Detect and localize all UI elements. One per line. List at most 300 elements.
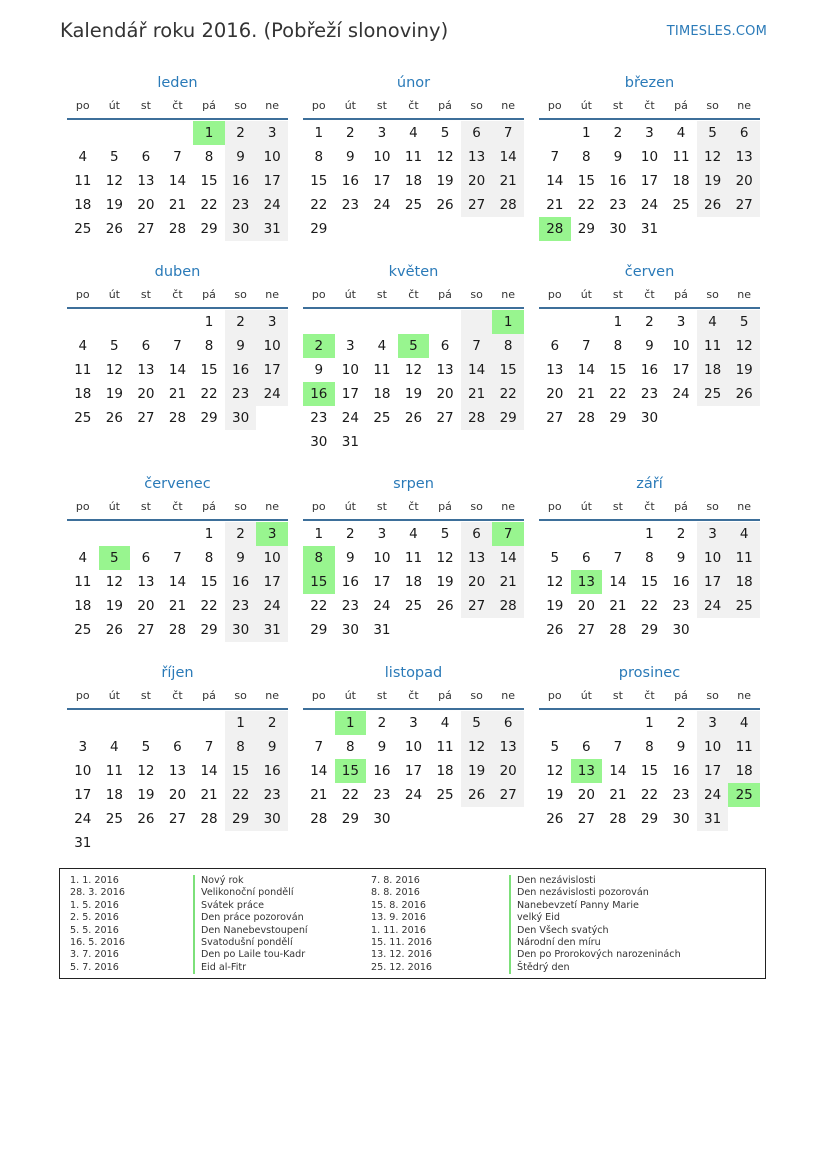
day-cell[interactable]: 23 (310, 410, 328, 426)
day-cell[interactable]: 24 (697, 594, 729, 618)
day-cell[interactable]: 18 (404, 173, 423, 189)
day-cell[interactable]: 2 (346, 526, 355, 542)
day-cell[interactable]: 21 (492, 570, 524, 594)
day-cell[interactable]: 31 (373, 622, 391, 638)
day-cell[interactable]: 2 (346, 125, 355, 141)
day-cell[interactable]: 23 (672, 787, 690, 803)
day-cell[interactable]: 9 (346, 550, 355, 566)
day-cell[interactable]: 20 (728, 169, 760, 193)
day-cell[interactable]: 21 (492, 169, 524, 193)
day-cell[interactable]: 5 (440, 526, 450, 542)
day-cell[interactable]: 19 (105, 386, 123, 402)
day-cell[interactable]: 26 (697, 193, 729, 217)
day-cell[interactable]: 25 (728, 594, 760, 618)
day-cell[interactable]: 2 (645, 314, 654, 330)
day-cell[interactable]: 25 (404, 598, 423, 614)
day-cell[interactable]: 31 (74, 835, 92, 851)
day-cell[interactable]: 17 (74, 787, 92, 803)
day-cell[interactable]: 22 (492, 382, 524, 406)
day-cell[interactable]: 18 (105, 787, 123, 803)
day-cell[interactable]: 6 (461, 121, 493, 145)
day-cell[interactable]: 20 (461, 570, 493, 594)
day-cell[interactable]: 11 (728, 735, 760, 759)
day-cell[interactable]: 23 (256, 783, 288, 807)
day-cell[interactable]: 25 (74, 221, 92, 237)
day-cell[interactable]: 21 (168, 386, 187, 402)
day-cell[interactable]: 20 (137, 197, 155, 213)
day-cell[interactable]: 29 (341, 811, 359, 827)
day-cell[interactable]: 1 (204, 314, 214, 330)
day-cell[interactable]: 25 (404, 197, 423, 213)
day-cell[interactable]: 22 (640, 787, 659, 803)
day-cell[interactable]: 11 (728, 546, 760, 570)
day-cell[interactable]: 16 (303, 382, 335, 406)
day-cell[interactable]: 16 (225, 358, 257, 382)
day-cell[interactable]: 11 (404, 149, 423, 165)
day-cell[interactable]: 26 (436, 197, 454, 213)
day-cell[interactable]: 2 (613, 125, 623, 141)
day-cell[interactable]: 16 (225, 169, 257, 193)
day-cell[interactable]: 14 (200, 763, 218, 779)
day-cell[interactable]: 13 (137, 173, 155, 189)
day-cell[interactable]: 8 (645, 739, 654, 755)
day-cell[interactable]: 25 (436, 787, 454, 803)
day-cell[interactable]: 22 (310, 598, 328, 614)
day-cell[interactable]: 14 (168, 362, 187, 378)
day-cell[interactable]: 6 (440, 338, 450, 354)
day-cell[interactable]: 11 (697, 334, 729, 358)
day-cell[interactable]: 4 (78, 550, 88, 566)
day-cell[interactable]: 13 (546, 362, 564, 378)
day-cell[interactable]: 17 (256, 570, 288, 594)
day-cell[interactable]: 26 (137, 811, 155, 827)
day-cell[interactable]: 28 (492, 193, 524, 217)
day-cell[interactable]: 12 (436, 550, 454, 566)
day-cell[interactable]: 12 (105, 173, 123, 189)
day-cell[interactable]: 31 (640, 221, 659, 237)
day-cell[interactable]: 20 (546, 386, 564, 402)
day-cell[interactable]: 15 (200, 362, 218, 378)
day-cell[interactable]: 2 (676, 526, 686, 542)
day-cell[interactable]: 6 (728, 121, 760, 145)
day-cell[interactable]: 7 (173, 149, 182, 165)
day-cell[interactable]: 17 (697, 570, 729, 594)
day-cell[interactable]: 8 (645, 550, 654, 566)
day-cell[interactable]: 20 (461, 169, 493, 193)
day-cell[interactable]: 5 (550, 550, 560, 566)
day-cell[interactable]: 23 (373, 787, 391, 803)
day-cell[interactable]: 28 (168, 221, 187, 237)
day-cell[interactable]: 16 (373, 763, 391, 779)
day-cell[interactable]: 17 (404, 763, 423, 779)
day-cell[interactable]: 27 (728, 193, 760, 217)
day-cell[interactable]: 29 (609, 410, 627, 426)
day-cell[interactable]: 12 (105, 362, 123, 378)
day-cell[interactable]: 6 (582, 739, 591, 755)
day-cell[interactable]: 3 (78, 739, 88, 755)
day-cell[interactable]: 14 (461, 358, 493, 382)
day-cell[interactable]: 3 (377, 526, 387, 542)
day-cell[interactable]: 30 (225, 406, 257, 430)
day-cell[interactable]: 5 (110, 149, 119, 165)
day-cell[interactable]: 22 (200, 197, 218, 213)
day-cell[interactable]: 4 (409, 125, 418, 141)
day-cell[interactable]: 11 (105, 763, 123, 779)
day-cell[interactable]: 7 (173, 338, 182, 354)
day-cell[interactable]: 29 (492, 406, 524, 430)
day-cell[interactable]: 30 (672, 622, 690, 638)
day-cell[interactable]: 29 (200, 622, 218, 638)
day-cell[interactable]: 3 (256, 121, 288, 145)
day-cell[interactable]: 29 (310, 221, 328, 237)
day-cell[interactable]: 7 (314, 739, 324, 755)
day-cell[interactable]: 18 (436, 763, 454, 779)
day-cell[interactable]: 7 (613, 550, 623, 566)
day-cell[interactable]: 11 (74, 574, 92, 590)
day-cell[interactable]: 20 (492, 759, 524, 783)
day-cell[interactable]: 19 (697, 169, 729, 193)
day-cell[interactable]: 1 (193, 121, 225, 145)
day-cell[interactable]: 8 (613, 338, 623, 354)
day-cell[interactable]: 28 (200, 811, 218, 827)
day-cell[interactable]: 27 (492, 783, 524, 807)
day-cell[interactable]: 8 (314, 149, 324, 165)
day-cell[interactable]: 25 (697, 382, 729, 406)
day-cell[interactable]: 19 (105, 197, 123, 213)
day-cell[interactable]: 3 (676, 314, 686, 330)
day-cell[interactable]: 7 (173, 550, 182, 566)
day-cell[interactable]: 27 (546, 410, 564, 426)
day-cell[interactable]: 14 (492, 145, 524, 169)
day-cell[interactable]: 21 (168, 197, 187, 213)
day-cell[interactable]: 29 (200, 221, 218, 237)
day-cell[interactable]: 13 (461, 546, 493, 570)
day-cell[interactable]: 26 (546, 622, 564, 638)
day-cell[interactable]: 1 (204, 526, 214, 542)
day-cell[interactable]: 17 (640, 173, 659, 189)
day-cell[interactable]: 13 (728, 145, 760, 169)
day-cell[interactable]: 31 (256, 217, 288, 241)
day-cell[interactable]: 15 (577, 173, 595, 189)
day-cell[interactable]: 1 (613, 314, 623, 330)
day-cell[interactable]: 19 (436, 173, 454, 189)
day-cell[interactable]: 23 (672, 598, 690, 614)
day-cell[interactable]: 10 (256, 145, 288, 169)
day-cell[interactable]: 10 (256, 334, 288, 358)
day-cell[interactable]: 7 (550, 149, 560, 165)
day-cell[interactable]: 12 (461, 735, 493, 759)
day-cell[interactable]: 4 (110, 739, 119, 755)
day-cell[interactable]: 19 (546, 787, 564, 803)
day-cell[interactable]: 12 (436, 149, 454, 165)
day-cell[interactable]: 27 (461, 193, 493, 217)
day-cell[interactable]: 27 (137, 410, 155, 426)
day-cell[interactable]: 26 (728, 382, 760, 406)
day-cell[interactable]: 7 (582, 338, 591, 354)
day-cell[interactable]: 9 (676, 739, 686, 755)
day-cell[interactable]: 21 (609, 598, 627, 614)
day-cell[interactable]: 4 (78, 338, 88, 354)
day-cell[interactable]: 11 (74, 362, 92, 378)
day-cell[interactable]: 7 (492, 121, 524, 145)
day-cell[interactable]: 21 (168, 598, 187, 614)
day-cell[interactable]: 19 (728, 358, 760, 382)
day-cell[interactable]: 20 (577, 787, 595, 803)
day-cell[interactable]: 22 (341, 787, 359, 803)
day-cell[interactable]: 17 (373, 574, 391, 590)
day-cell[interactable]: 9 (314, 362, 324, 378)
day-cell[interactable]: 5 (440, 125, 450, 141)
day-cell[interactable]: 28 (168, 622, 187, 638)
day-cell[interactable]: 28 (168, 410, 187, 426)
day-cell[interactable]: 23 (225, 382, 257, 406)
day-cell[interactable]: 3 (697, 522, 729, 546)
day-cell[interactable]: 27 (577, 811, 595, 827)
day-cell[interactable]: 1 (492, 310, 524, 334)
day-cell[interactable]: 7 (461, 334, 493, 358)
day-cell[interactable]: 12 (105, 574, 123, 590)
day-cell[interactable]: 23 (341, 197, 359, 213)
day-cell[interactable]: 27 (137, 622, 155, 638)
day-cell[interactable]: 9 (225, 145, 257, 169)
day-cell[interactable]: 30 (310, 434, 328, 450)
day-cell[interactable]: 3 (377, 125, 387, 141)
day-cell[interactable]: 17 (672, 362, 690, 378)
day-cell[interactable]: 8 (204, 338, 214, 354)
day-cell[interactable]: 8 (346, 739, 355, 755)
day-cell[interactable]: 26 (461, 783, 493, 807)
day-cell[interactable]: 10 (373, 149, 391, 165)
day-cell[interactable]: 21 (577, 386, 595, 402)
day-cell[interactable]: 14 (546, 173, 564, 189)
day-cell[interactable]: 6 (582, 550, 591, 566)
day-cell[interactable]: 6 (550, 338, 560, 354)
day-cell[interactable]: 12 (404, 362, 423, 378)
day-cell[interactable]: 20 (436, 386, 454, 402)
day-cell[interactable]: 25 (672, 197, 690, 213)
day-cell[interactable]: 20 (577, 598, 595, 614)
day-cell[interactable]: 18 (728, 759, 760, 783)
day-cell[interactable]: 2 (225, 121, 257, 145)
day-cell[interactable]: 18 (74, 197, 92, 213)
day-cell[interactable]: 18 (728, 570, 760, 594)
day-cell[interactable]: 28 (609, 811, 627, 827)
day-cell[interactable]: 22 (577, 197, 595, 213)
day-cell[interactable]: 8 (225, 735, 257, 759)
day-cell[interactable]: 2 (225, 310, 257, 334)
day-cell[interactable]: 23 (225, 594, 257, 618)
day-cell[interactable]: 16 (672, 574, 690, 590)
day-cell[interactable]: 30 (225, 618, 257, 642)
day-cell[interactable]: 11 (436, 739, 454, 755)
day-cell[interactable]: 13 (571, 759, 603, 783)
day-cell[interactable]: 27 (168, 811, 187, 827)
day-cell[interactable]: 13 (436, 362, 454, 378)
day-cell[interactable]: 11 (672, 149, 690, 165)
day-cell[interactable]: 12 (546, 763, 564, 779)
day-cell[interactable]: 16 (341, 173, 359, 189)
day-cell[interactable]: 8 (303, 546, 335, 570)
day-cell[interactable]: 7 (492, 522, 524, 546)
day-cell[interactable]: 24 (74, 811, 92, 827)
day-cell[interactable]: 26 (546, 811, 564, 827)
day-cell[interactable]: 24 (672, 386, 690, 402)
day-cell[interactable]: 16 (225, 570, 257, 594)
day-cell[interactable]: 9 (377, 739, 387, 755)
day-cell[interactable]: 22 (225, 783, 257, 807)
day-cell[interactable]: 28 (539, 217, 571, 241)
day-cell[interactable]: 19 (436, 574, 454, 590)
day-cell[interactable]: 10 (74, 763, 92, 779)
day-cell[interactable]: 29 (225, 807, 257, 831)
day-cell[interactable]: 12 (137, 763, 155, 779)
day-cell[interactable]: 22 (640, 598, 659, 614)
day-cell[interactable]: 4 (676, 125, 686, 141)
day-cell[interactable]: 5 (141, 739, 151, 755)
day-cell[interactable]: 17 (256, 358, 288, 382)
day-cell[interactable]: 8 (582, 149, 591, 165)
day-cell[interactable]: 10 (341, 362, 359, 378)
day-cell[interactable]: 21 (310, 787, 328, 803)
day-cell[interactable]: 29 (640, 811, 659, 827)
day-cell[interactable]: 4 (78, 149, 88, 165)
day-cell[interactable]: 4 (409, 526, 418, 542)
day-cell[interactable]: 16 (672, 763, 690, 779)
day-cell[interactable]: 29 (200, 410, 218, 426)
day-cell[interactable]: 3 (697, 711, 729, 735)
day-cell[interactable]: 30 (225, 217, 257, 241)
day-cell[interactable]: 1 (335, 711, 367, 735)
day-cell[interactable]: 1 (314, 125, 324, 141)
day-cell[interactable]: 12 (546, 574, 564, 590)
day-cell[interactable]: 19 (461, 759, 493, 783)
day-cell[interactable]: 23 (609, 197, 627, 213)
day-cell[interactable]: 1 (645, 526, 654, 542)
day-cell[interactable]: 3 (256, 310, 288, 334)
day-cell[interactable]: 10 (697, 546, 729, 570)
day-cell[interactable]: 14 (609, 763, 627, 779)
day-cell[interactable]: 9 (676, 550, 686, 566)
day-cell[interactable]: 13 (137, 362, 155, 378)
day-cell[interactable]: 5 (398, 334, 430, 358)
day-cell[interactable]: 13 (137, 574, 155, 590)
day-cell[interactable]: 11 (74, 173, 92, 189)
day-cell[interactable]: 10 (672, 338, 690, 354)
day-cell[interactable]: 1 (645, 715, 654, 731)
day-cell[interactable]: 15 (310, 173, 328, 189)
day-cell[interactable]: 14 (310, 763, 328, 779)
day-cell[interactable]: 31 (256, 618, 288, 642)
day-cell[interactable]: 9 (256, 735, 288, 759)
day-cell[interactable]: 17 (373, 173, 391, 189)
day-cell[interactable]: 2 (225, 522, 257, 546)
day-cell[interactable]: 9 (613, 149, 623, 165)
day-cell[interactable]: 7 (613, 739, 623, 755)
day-cell[interactable]: 15 (200, 173, 218, 189)
day-cell[interactable]: 28 (461, 406, 493, 430)
day-cell[interactable]: 24 (256, 382, 288, 406)
day-cell[interactable]: 16 (341, 574, 359, 590)
day-cell[interactable]: 14 (609, 574, 627, 590)
day-cell[interactable]: 24 (640, 197, 659, 213)
day-cell[interactable]: 14 (577, 362, 595, 378)
day-cell[interactable]: 27 (577, 622, 595, 638)
day-cell[interactable]: 21 (461, 382, 493, 406)
day-cell[interactable]: 15 (225, 759, 257, 783)
day-cell[interactable]: 15 (200, 574, 218, 590)
day-cell[interactable]: 21 (546, 197, 564, 213)
brand-logo-text[interactable]: TIMESLES.COM (666, 24, 767, 39)
day-cell[interactable]: 13 (492, 735, 524, 759)
day-cell[interactable]: 25 (74, 622, 92, 638)
day-cell[interactable]: 23 (640, 386, 659, 402)
day-cell[interactable]: 13 (461, 145, 493, 169)
day-cell[interactable]: 25 (373, 410, 391, 426)
day-cell[interactable]: 21 (609, 787, 627, 803)
day-cell[interactable]: 12 (697, 145, 729, 169)
day-cell[interactable]: 16 (256, 759, 288, 783)
day-cell[interactable]: 24 (341, 410, 359, 426)
day-cell[interactable]: 1 (314, 526, 324, 542)
day-cell[interactable]: 13 (168, 763, 187, 779)
day-cell[interactable]: 29 (577, 221, 595, 237)
day-cell[interactable]: 30 (609, 221, 627, 237)
day-cell[interactable]: 30 (672, 811, 690, 827)
day-cell[interactable]: 22 (609, 386, 627, 402)
day-cell[interactable]: 1 (582, 125, 591, 141)
day-cell[interactable]: 27 (137, 221, 155, 237)
day-cell[interactable]: 17 (341, 386, 359, 402)
day-cell[interactable]: 24 (404, 787, 423, 803)
day-cell[interactable]: 23 (225, 193, 257, 217)
day-cell[interactable]: 25 (728, 783, 760, 807)
day-cell[interactable]: 3 (346, 338, 355, 354)
day-cell[interactable]: 3 (409, 715, 418, 731)
day-cell[interactable]: 16 (640, 362, 659, 378)
day-cell[interactable]: 23 (341, 598, 359, 614)
day-cell[interactable]: 5 (728, 310, 760, 334)
day-cell[interactable]: 24 (697, 783, 729, 807)
day-cell[interactable]: 8 (204, 149, 214, 165)
day-cell[interactable]: 14 (168, 574, 187, 590)
day-cell[interactable]: 10 (697, 735, 729, 759)
day-cell[interactable]: 13 (571, 570, 603, 594)
day-cell[interactable]: 10 (256, 546, 288, 570)
day-cell[interactable]: 25 (105, 811, 123, 827)
day-cell[interactable]: 28 (310, 811, 328, 827)
day-cell[interactable]: 26 (105, 221, 123, 237)
day-cell[interactable]: 2 (303, 334, 335, 358)
day-cell[interactable]: 18 (74, 598, 92, 614)
day-cell[interactable]: 9 (225, 546, 257, 570)
day-cell[interactable]: 5 (550, 739, 560, 755)
day-cell[interactable]: 10 (640, 149, 659, 165)
day-cell[interactable]: 9 (346, 149, 355, 165)
day-cell[interactable]: 15 (640, 763, 659, 779)
day-cell[interactable]: 26 (105, 622, 123, 638)
day-cell[interactable]: 19 (546, 598, 564, 614)
day-cell[interactable]: 30 (373, 811, 391, 827)
day-cell[interactable]: 15 (335, 759, 367, 783)
day-cell[interactable]: 16 (609, 173, 627, 189)
day-cell[interactable]: 8 (204, 550, 214, 566)
day-cell[interactable]: 6 (492, 711, 524, 735)
day-cell[interactable]: 24 (373, 197, 391, 213)
day-cell[interactable]: 26 (105, 410, 123, 426)
day-cell[interactable]: 15 (492, 358, 524, 382)
day-cell[interactable]: 31 (697, 807, 729, 831)
day-cell[interactable]: 18 (373, 386, 391, 402)
